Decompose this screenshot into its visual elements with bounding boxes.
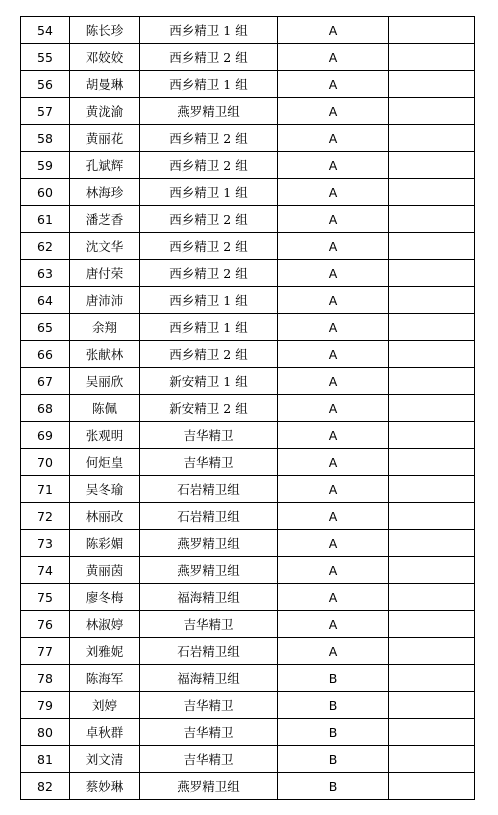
cell-grade: A bbox=[278, 638, 389, 665]
cell-team: 西乡精卫 1 组 bbox=[140, 17, 278, 44]
table-row bbox=[21, 17, 475, 44]
cell-number: 71 bbox=[21, 476, 70, 503]
cell-note bbox=[389, 773, 475, 800]
cell-name: 张献林 bbox=[70, 341, 140, 368]
cell-note bbox=[389, 503, 475, 530]
cell-name: 张观明 bbox=[70, 422, 140, 449]
cell-note bbox=[389, 692, 475, 719]
table-row bbox=[21, 422, 475, 449]
cell-name: 陈彩媚 bbox=[70, 530, 140, 557]
table-row bbox=[21, 125, 475, 152]
cell-grade: A bbox=[278, 206, 389, 233]
cell-team: 燕罗精卫组 bbox=[140, 98, 278, 125]
cell-number: 69 bbox=[21, 422, 70, 449]
cell-team: 西乡精卫 2 组 bbox=[140, 260, 278, 287]
table-row bbox=[21, 773, 475, 800]
cell-team: 吉华精卫 bbox=[140, 611, 278, 638]
cell-note bbox=[389, 719, 475, 746]
cell-note bbox=[389, 584, 475, 611]
cell-grade: A bbox=[278, 422, 389, 449]
cell-number: 62 bbox=[21, 233, 70, 260]
cell-team: 石岩精卫组 bbox=[140, 503, 278, 530]
table-row bbox=[21, 395, 475, 422]
cell-grade: B bbox=[278, 665, 389, 692]
cell-note bbox=[389, 206, 475, 233]
table-row bbox=[21, 341, 475, 368]
cell-number: 73 bbox=[21, 530, 70, 557]
cell-number: 82 bbox=[21, 773, 70, 800]
cell-grade: A bbox=[278, 584, 389, 611]
cell-name: 唐沛沛 bbox=[70, 287, 140, 314]
cell-name: 吴丽欣 bbox=[70, 368, 140, 395]
cell-team: 西乡精卫 1 组 bbox=[140, 314, 278, 341]
cell-name: 蔡妙琳 bbox=[70, 773, 140, 800]
cell-number: 76 bbox=[21, 611, 70, 638]
cell-name: 刘文清 bbox=[70, 746, 140, 773]
cell-number: 55 bbox=[21, 44, 70, 71]
cell-team: 西乡精卫 2 组 bbox=[140, 206, 278, 233]
cell-name: 黄丽茵 bbox=[70, 557, 140, 584]
cell-number: 75 bbox=[21, 584, 70, 611]
cell-note bbox=[389, 557, 475, 584]
cell-grade: A bbox=[278, 368, 389, 395]
cell-note bbox=[389, 341, 475, 368]
cell-number: 70 bbox=[21, 449, 70, 476]
cell-number: 74 bbox=[21, 557, 70, 584]
cell-team: 西乡精卫 2 组 bbox=[140, 44, 278, 71]
cell-name: 沈文华 bbox=[70, 233, 140, 260]
cell-name: 林丽改 bbox=[70, 503, 140, 530]
cell-name: 刘婷 bbox=[70, 692, 140, 719]
table-row bbox=[21, 530, 475, 557]
cell-grade: A bbox=[278, 233, 389, 260]
table-row bbox=[21, 449, 475, 476]
cell-note bbox=[389, 665, 475, 692]
cell-number: 57 bbox=[21, 98, 70, 125]
cell-name: 林淑婷 bbox=[70, 611, 140, 638]
cell-note bbox=[389, 17, 475, 44]
cell-name: 邓姣姣 bbox=[70, 44, 140, 71]
cell-name: 陈佩 bbox=[70, 395, 140, 422]
cell-grade: A bbox=[278, 530, 389, 557]
cell-team: 西乡精卫 1 组 bbox=[140, 71, 278, 98]
cell-team: 福海精卫组 bbox=[140, 584, 278, 611]
table-row bbox=[21, 152, 475, 179]
cell-name: 黄泷渝 bbox=[70, 98, 140, 125]
cell-grade: A bbox=[278, 395, 389, 422]
cell-number: 54 bbox=[21, 17, 70, 44]
cell-note bbox=[389, 125, 475, 152]
table-row bbox=[21, 206, 475, 233]
cell-team: 西乡精卫 1 组 bbox=[140, 287, 278, 314]
table-row bbox=[21, 287, 475, 314]
cell-team: 西乡精卫 1 组 bbox=[140, 179, 278, 206]
table-row bbox=[21, 179, 475, 206]
cell-grade: A bbox=[278, 71, 389, 98]
cell-number: 67 bbox=[21, 368, 70, 395]
table-row bbox=[21, 71, 475, 98]
cell-note bbox=[389, 260, 475, 287]
cell-grade: A bbox=[278, 125, 389, 152]
roster-table bbox=[20, 16, 475, 800]
cell-name: 唐付荣 bbox=[70, 260, 140, 287]
cell-grade: A bbox=[278, 503, 389, 530]
cell-grade: A bbox=[278, 611, 389, 638]
cell-number: 64 bbox=[21, 287, 70, 314]
cell-grade: A bbox=[278, 557, 389, 584]
cell-name: 陈长珍 bbox=[70, 17, 140, 44]
cell-grade: B bbox=[278, 719, 389, 746]
cell-note bbox=[389, 476, 475, 503]
cell-number: 78 bbox=[21, 665, 70, 692]
cell-team: 吉华精卫 bbox=[140, 692, 278, 719]
cell-note bbox=[389, 44, 475, 71]
cell-team: 燕罗精卫组 bbox=[140, 557, 278, 584]
cell-number: 56 bbox=[21, 71, 70, 98]
cell-note bbox=[389, 287, 475, 314]
cell-name: 潘芝香 bbox=[70, 206, 140, 233]
cell-note bbox=[389, 746, 475, 773]
cell-grade: B bbox=[278, 692, 389, 719]
cell-team: 吉华精卫 bbox=[140, 449, 278, 476]
cell-note bbox=[389, 179, 475, 206]
roster-table-body bbox=[21, 17, 475, 800]
cell-grade: A bbox=[278, 260, 389, 287]
cell-grade: A bbox=[278, 179, 389, 206]
cell-team: 吉华精卫 bbox=[140, 719, 278, 746]
cell-note bbox=[389, 98, 475, 125]
cell-note bbox=[389, 530, 475, 557]
cell-number: 68 bbox=[21, 395, 70, 422]
cell-team: 石岩精卫组 bbox=[140, 638, 278, 665]
cell-team: 吉华精卫 bbox=[140, 422, 278, 449]
cell-number: 81 bbox=[21, 746, 70, 773]
cell-number: 66 bbox=[21, 341, 70, 368]
cell-grade: A bbox=[278, 98, 389, 125]
table-row bbox=[21, 98, 475, 125]
table-row bbox=[21, 476, 475, 503]
table-row bbox=[21, 719, 475, 746]
cell-name: 廖冬梅 bbox=[70, 584, 140, 611]
cell-name: 黄丽花 bbox=[70, 125, 140, 152]
cell-number: 59 bbox=[21, 152, 70, 179]
cell-note bbox=[389, 611, 475, 638]
cell-grade: A bbox=[278, 314, 389, 341]
cell-grade: A bbox=[278, 17, 389, 44]
cell-grade: A bbox=[278, 341, 389, 368]
table-row bbox=[21, 692, 475, 719]
cell-note bbox=[389, 638, 475, 665]
table-row bbox=[21, 584, 475, 611]
cell-number: 80 bbox=[21, 719, 70, 746]
cell-name: 吴冬瑜 bbox=[70, 476, 140, 503]
cell-grade: A bbox=[278, 152, 389, 179]
cell-number: 63 bbox=[21, 260, 70, 287]
table-row bbox=[21, 557, 475, 584]
cell-grade: A bbox=[278, 44, 389, 71]
cell-grade: B bbox=[278, 746, 389, 773]
cell-note bbox=[389, 395, 475, 422]
table-row bbox=[21, 665, 475, 692]
table-row bbox=[21, 44, 475, 71]
table-row bbox=[21, 503, 475, 530]
table-row bbox=[21, 260, 475, 287]
cell-name: 孔斌辉 bbox=[70, 152, 140, 179]
cell-team: 西乡精卫 2 组 bbox=[140, 233, 278, 260]
cell-note bbox=[389, 449, 475, 476]
cell-note bbox=[389, 152, 475, 179]
table-row bbox=[21, 746, 475, 773]
cell-note bbox=[389, 368, 475, 395]
cell-name: 胡曼琳 bbox=[70, 71, 140, 98]
cell-grade: B bbox=[278, 773, 389, 800]
cell-name: 卓秋群 bbox=[70, 719, 140, 746]
cell-team: 新安精卫 1 组 bbox=[140, 368, 278, 395]
cell-name: 陈海军 bbox=[70, 665, 140, 692]
cell-grade: A bbox=[278, 287, 389, 314]
cell-grade: A bbox=[278, 476, 389, 503]
cell-name: 何炬皇 bbox=[70, 449, 140, 476]
cell-team: 福海精卫组 bbox=[140, 665, 278, 692]
table-row bbox=[21, 314, 475, 341]
cell-team: 新安精卫 2 组 bbox=[140, 395, 278, 422]
cell-number: 61 bbox=[21, 206, 70, 233]
cell-note bbox=[389, 71, 475, 98]
cell-team: 西乡精卫 2 组 bbox=[140, 125, 278, 152]
cell-number: 60 bbox=[21, 179, 70, 206]
table-row bbox=[21, 368, 475, 395]
cell-team: 燕罗精卫组 bbox=[140, 773, 278, 800]
cell-team: 石岩精卫组 bbox=[140, 476, 278, 503]
cell-name: 林海珍 bbox=[70, 179, 140, 206]
cell-team: 吉华精卫 bbox=[140, 746, 278, 773]
table-row bbox=[21, 611, 475, 638]
cell-team: 燕罗精卫组 bbox=[140, 530, 278, 557]
table-row bbox=[21, 638, 475, 665]
cell-number: 79 bbox=[21, 692, 70, 719]
cell-grade: A bbox=[278, 449, 389, 476]
cell-team: 西乡精卫 2 组 bbox=[140, 341, 278, 368]
cell-number: 65 bbox=[21, 314, 70, 341]
cell-note bbox=[389, 233, 475, 260]
cell-number: 58 bbox=[21, 125, 70, 152]
cell-note bbox=[389, 314, 475, 341]
cell-team: 西乡精卫 2 组 bbox=[140, 152, 278, 179]
table-row bbox=[21, 233, 475, 260]
cell-note bbox=[389, 422, 475, 449]
cell-number: 72 bbox=[21, 503, 70, 530]
cell-name: 余翔 bbox=[70, 314, 140, 341]
cell-number: 77 bbox=[21, 638, 70, 665]
cell-name: 刘雅妮 bbox=[70, 638, 140, 665]
